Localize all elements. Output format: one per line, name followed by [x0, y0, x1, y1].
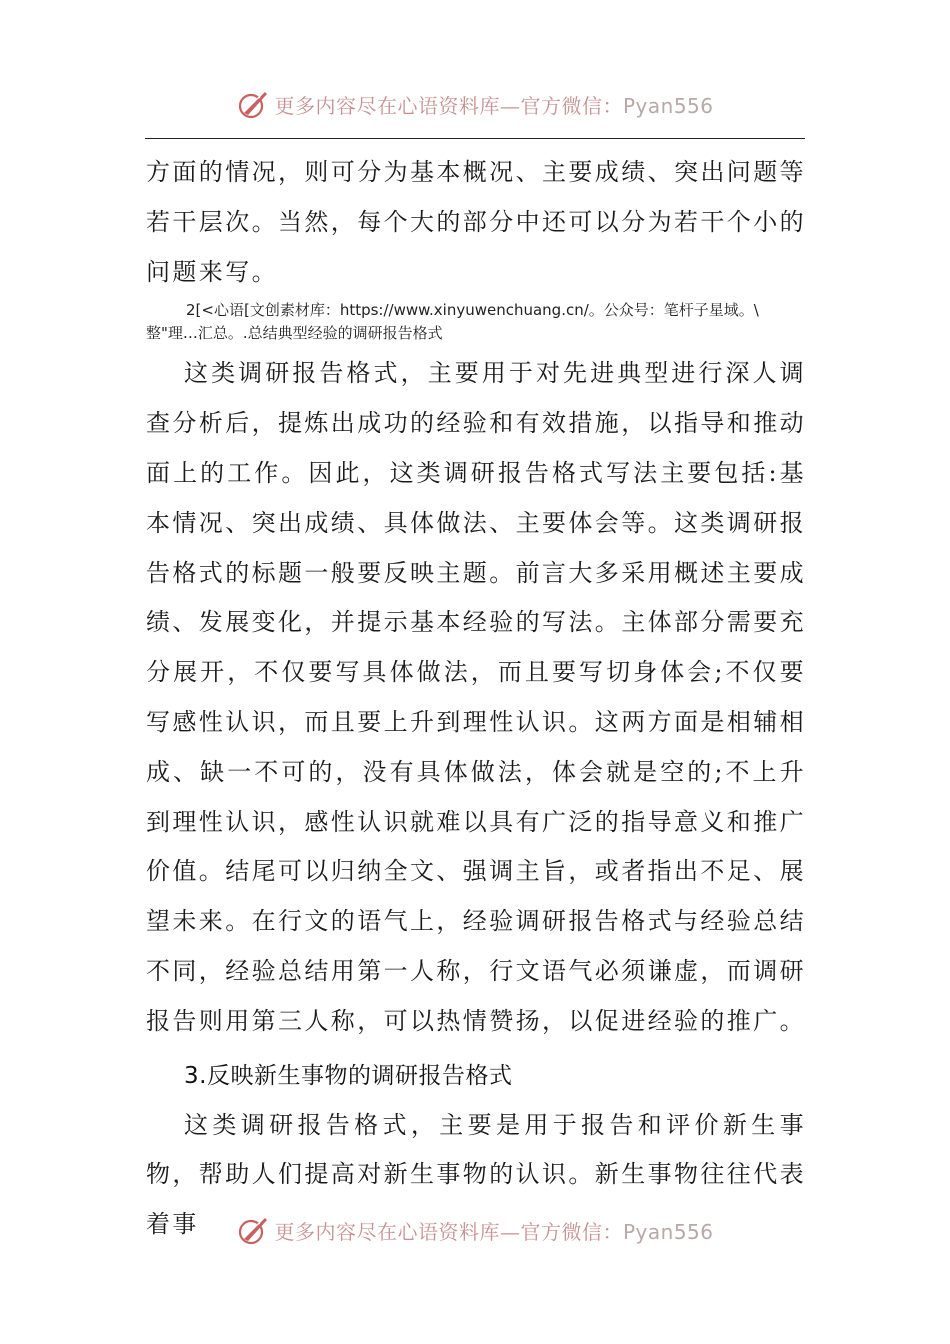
quill-logo-icon — [236, 87, 270, 121]
source-note-line-1: 2[<心语[文创素材库：https://www.xinyuwenchuang.cn/。公众号：笔杆子星域。\ — [186, 301, 759, 320]
paragraph-1: 方面的情况，则可分为基本概况、主要成绩、突出问题等若干层次。当然，每个大的部分中还可以分为若干个小的问题来写。 — [146, 158, 806, 286]
quill-logo-icon — [236, 1213, 270, 1247]
paragraph-2: 这类调研报告格式，主要用于对先进典型进行深人调查分析后，提炼出成功的经验和有效措施，以指导和推动面上的工作。因此，这类调研报告格式写法主要包括:基本情况、突出成绩、具体做法、主要体会等。这类调研报告格式的标题一般要反映主题。前言大多采用概述主要成绩、发展变化，并提示基本经验的写法。主体部分需要充分展开，不仅要写具体做法，而且要写切身体会;不仅要写感性认识，而且要上升到理性认识。这两方面是相辅相成、缺一不可的，没有具体做法，体会就是空的;不上升到理性认识，感性认识就难以具有广泛的指导意义和推广价值。结尾可以归纳全文、强调主旨，或者指出不足、展望未来。在行文的语气上，经验调研报告格式与经验总结不同，经验总结用第一人称，行文语气必须谦虚，而调研报告则用第三人称，可以热情赞扬，以促进经验的推广。 — [146, 359, 806, 1035]
header-banner-text: 更多内容尽在心语资料库—官方微信：Pyan556 — [274, 93, 714, 118]
header-banner — [0, 80, 950, 128]
footer-banner — [0, 1206, 950, 1254]
section-heading-3: 3.反映新生事物的调研报告格式 — [184, 1062, 513, 1089]
source-note-line-2: 整"理…汇总。.总结典型经验的调研报告格式 — [146, 324, 443, 343]
header-wechat-id: Pyan556 — [622, 93, 714, 118]
paragraph-3: 这类调研报告格式，主要是用于报告和评价新生事物，帮助人们提高对新生事物的认识。新生事物往往代表着事 — [146, 1110, 806, 1239]
header-divider — [145, 138, 805, 139]
footer-banner-text: 更多内容尽在心语资料库—官方微信：Pyan556 — [274, 1219, 714, 1244]
source-note — [146, 299, 806, 345]
footer-wechat-id: Pyan556 — [622, 1219, 714, 1244]
document-body — [146, 148, 806, 1250]
